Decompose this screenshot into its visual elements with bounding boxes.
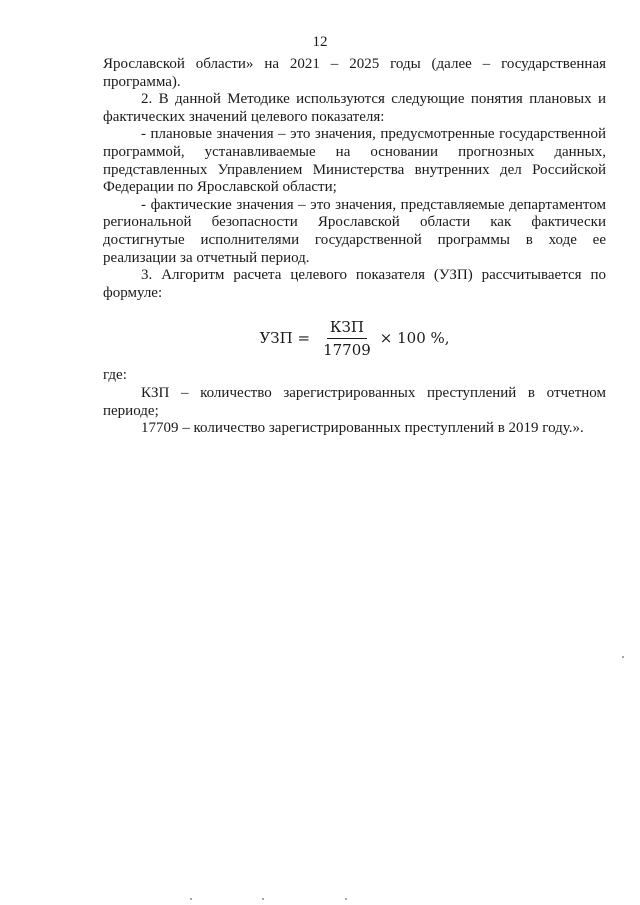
definition-kzp: КЗП – количество зарегистрированных преступлений в отчетном периоде; <box>103 384 606 419</box>
formula-fraction <box>320 318 374 359</box>
formula-rhs: × 100 %, <box>379 329 450 348</box>
formula-numerator: КЗП <box>327 318 367 339</box>
paragraph-definitions-intro: 2. В данной Методике используются следующие понятия плановых и фактических значений целевого показателя: <box>103 91 606 125</box>
definition-17709: 17709 – количество зарегистрированных преступлений в 2019 году.». <box>141 420 584 437</box>
scan-speck <box>345 898 347 900</box>
formula-denominator: 17709 <box>323 341 371 360</box>
where-label: где: <box>103 367 127 384</box>
document-body <box>103 56 606 438</box>
paragraph-planned-values: - плановые значения – это значения, предусмотренные государственной программой, устанавливаемые на основании прогнозных данных, представленных Управлением Министерства внутренних дел Российской Федерации по Ярославской области; <box>103 126 606 196</box>
paragraph-program-continuation: Ярославской области» на 2021 – 2025 годы (далее – государственная программа). <box>103 56 606 90</box>
formula <box>103 318 606 359</box>
scan-speck <box>190 898 192 900</box>
page-number: 12 <box>312 34 328 50</box>
scan-speck <box>262 898 264 900</box>
paragraph-actual-values: - фактические значения – это значения, представляемые департаментом региональной безопасности Ярославской области как фактически достигнутые исполнителями государственной программы в ходе ее реализации за отчетный период. <box>103 196 606 266</box>
formula-lhs: УЗП = <box>259 329 311 348</box>
scan-speck <box>622 656 624 658</box>
paragraph-algorithm: 3. Алгоритм расчета целевого показателя (УЗП) рассчитывается по формуле: <box>103 267 606 301</box>
